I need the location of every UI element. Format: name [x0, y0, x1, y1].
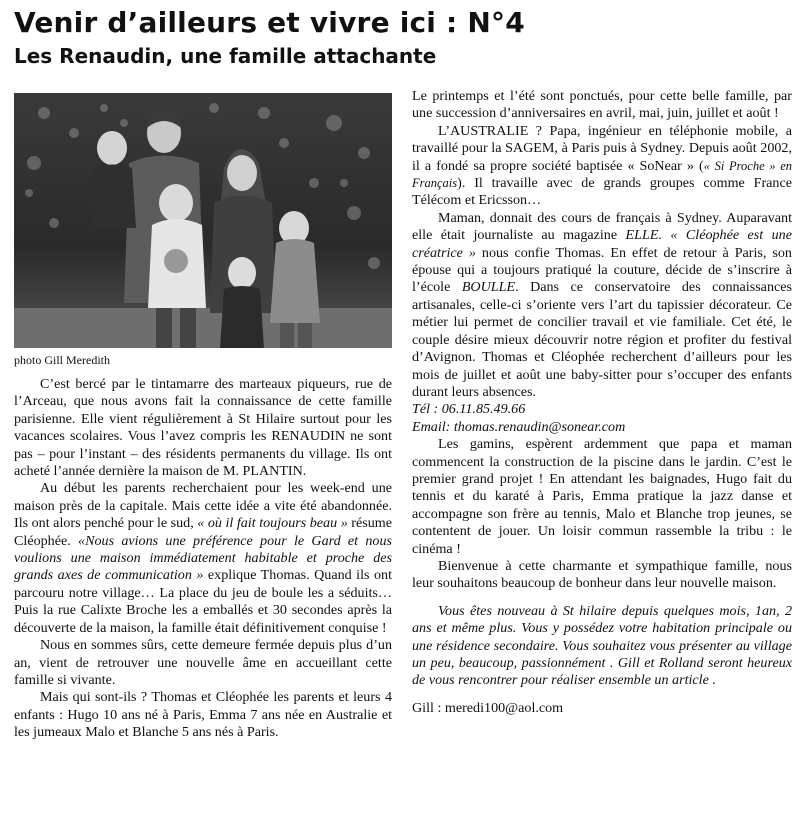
contact-gill: Gill : meredi100@aol.com — [412, 699, 564, 716]
magazine-name: ELLE. — [625, 227, 662, 244]
text-span: . Dans ce conservatoire des connaissances artisanales, celle-ci s’oriente vers l’art du tapissier décorateur. Ce métier lui permet de concilier travail et vie familiale. Cet été, le couple désire mieux découvrir notre région et profiter du festival d’Avignon. Thomas et Cléophée recherchent d’ailleurs pour les mois de juillet et août une baby-sitter pour s’occuper des enfants durant leurs absences. — [412, 279, 792, 400]
text-span: résume Cléophée. — [14, 515, 392, 549]
paragraph — [14, 480, 392, 637]
paragraph: Nous en sommes sûrs, cette demeure fermée depuis plus d’un an, vient de retrouver une nouvelle âme en accueillant cette famille si vivante. — [14, 637, 392, 688]
article-subtitle: Les Renaudin, une famille attachante — [14, 44, 437, 68]
photo-caption: photo Gill Meredith — [14, 353, 110, 367]
text-span: nous confie Thomas. En effet de retour à Paris, son épouse qui a toujours pratiqué la couture, décide de s’inscrire à l’école — [412, 244, 792, 296]
paragraph: Bienvenue à cette charmante et sympathique famille, nous leur souhaitons beaucoup de bonheur dans leur nouvelle maison. — [412, 557, 792, 592]
text-span: L’AUSTRALIE ? Papa, ingénieur en téléphonie mobile, a travaillé pour la SAGEM, à Paris puis à Sydney. Depuis août 2002, il a fondé sa propre société baptisée « SoNear » ( — [412, 122, 792, 174]
school-name: BOULLE — [461, 279, 516, 296]
text-span: Au début les parents recherchaient pour les week-end une maison près de la capitale. Mais cette idée a vite été abandonnée. Ils ont alors penché pour le sud, — [14, 480, 392, 532]
quote-span: « où il fait toujours beau » — [197, 515, 348, 532]
email-address: Email: thomas.renaudin@sonear.com — [412, 418, 626, 435]
paragraph — [412, 210, 792, 401]
right-column — [412, 88, 792, 717]
article-title: Venir d’ailleurs et vivre ici : N°4 — [14, 6, 525, 39]
invitation-paragraph: Vous êtes nouveau à St hilaire depuis quelques mois, 1an, 2 ans et même plus. Vous y possédez votre habitation principale ou une résidence secondaire. Vous souhaitez vous présenter au village un peu, beaucoup, passionnément . Gill et Rolland seront heureux de vous rencontrer pour réaliser ensemble un article . — [412, 602, 792, 689]
left-column — [14, 376, 392, 742]
text-span: Maman, donnait des cours de français à Sydney. Auparavant elle était journaliste au magazine — [412, 209, 792, 244]
family-photo — [14, 93, 392, 348]
text-span: ). Il travaille avec de grands groupes comme France Télécom et Ericsson… — [412, 175, 792, 209]
quote-span: « Si Proche » en Français — [412, 158, 792, 191]
phone-number: Tél : 06.11.85.49.66 — [412, 401, 526, 418]
paragraph: C’est bercé par le tintamarre des marteaux piqueurs, rue de l’Arceau, que nous avons fait la connaissance de cette famille parisienne. Elle vient régulièrement à St Hilaire surtout pour les vacances scolaires. Vous l’avez compris les RENAUDIN ne sont pas – pour l’instant – des résidents permanents du village. Ils ont acheté l’année dernière la maison de M. PLANTIN. — [14, 376, 392, 480]
quote-span: « Cléophée est une créatrice » — [412, 227, 792, 261]
quote-span: «Nous avions une préférence pour le Gard et nous voulions une maison immédiatement habitable et proche des grands axes de communication » — [14, 532, 392, 584]
paragraph — [412, 123, 792, 210]
paragraph: Le printemps et l’été sont ponctués, pour cette belle famille, par une succession d’anniversaires en avril, mai, juin, juillet et août ! — [412, 88, 792, 122]
paragraph: Mais qui sont-ils ? Thomas et Cléophée les parents et leurs 4 enfants : Hugo 10 ans né à Paris, Emma 7 ans née en Australie et les jumeaux Malo et Blanche 5 ans nés à Paris. — [14, 689, 392, 741]
paragraph: Les gamins, espèrent ardemment que papa et maman commencent la construction de la piscine dans le jardin. C’est le premier grand projet ! En attendant les baignades, Hugo fait du tennis et du karaté à Paris, Emma pratique la jazz danse et accompagne son frère au tennis, Malo et Blanche trop jeunes, se contentent de jouer. Un loisir commun rassemble la tribu : le cinéma ! — [412, 436, 792, 557]
text-span: explique Thomas. Quand ils ont parcouru notre village… La place du jeu de boule les a séduits… Puis la rue Calixte Broche les a emballés et 30 secondes après la découverte de la maison, la famille était définitivement conquise ! — [14, 567, 392, 636]
